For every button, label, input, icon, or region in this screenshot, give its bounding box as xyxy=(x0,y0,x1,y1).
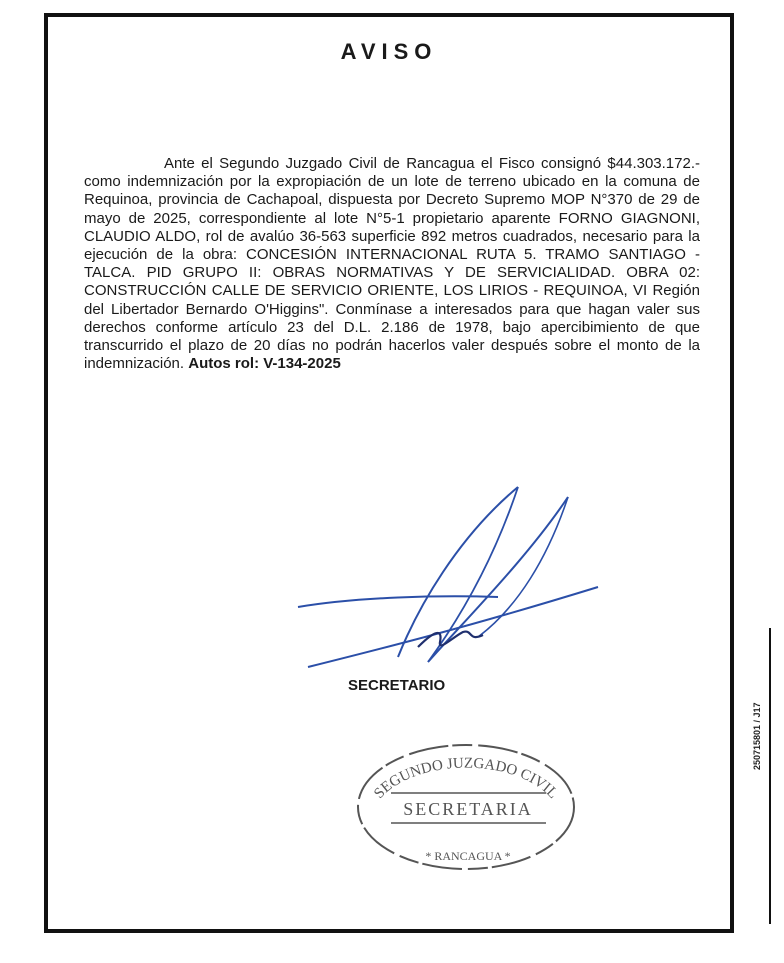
stamp-bottom-text: * RANCAGUA * xyxy=(425,849,511,863)
side-code: 250715801 / J17 xyxy=(752,702,762,770)
case-reference: Autos rol: V-134-2025 xyxy=(188,355,341,373)
stamp-top-text: SEGUNDO JUZGADO CIVIL xyxy=(371,755,561,802)
notice-paragraph-text: Ante el Segundo Juzgado Civil de Rancagua el Fisco consignó $44.303.172.- como indemnización por la expropiación de un lote de terreno ubicado en la comuna de Requinoa, provincia de Cachapoal, dispuesta por Decreto Supremo MOP N°370 de 29 de mayo de 2025, correspondiente al lote N°5-1 propietario aparente FORNO GIAGNONI, CLAUDIO ALDO, rol de avalúo 36-563 superficie 892 metros cuadrados, necesario para la ejecución de la obra: CONCESIÓN INTERNACIONAL RUTA 5. TRAMO SANTIAGO - TALCA. PID GRUPO II: OBRAS NORMATIVAS Y DE SERVICIALIDAD. OBRA 02: CONSTRUCCIÓN CALLE DE SERVICIO ORIENTE, LOS LIRIOS - REQUINOA, VI Región del Libertador Bernardo O'Higgins". Conmínase a interesados para que hagan valer sus derechos conforme artículo 23 del D.L. 2.186 de 1978, bajo apercibimiento de que transcurrido el plazo de 20 días no podrán hacerlos valer después sobre el monto de la indemnización. xyxy=(84,155,700,373)
court-stamp xyxy=(346,735,586,875)
notice-title: AVISO xyxy=(340,39,438,64)
stamp-middle-text: SECRETARIA xyxy=(403,799,533,819)
side-border xyxy=(769,628,771,924)
signature-image xyxy=(268,457,628,697)
signer-title: SECRETARIO xyxy=(348,677,446,694)
notice-frame xyxy=(44,13,734,933)
notice-paragraph xyxy=(84,155,700,373)
notice-body xyxy=(84,155,700,373)
